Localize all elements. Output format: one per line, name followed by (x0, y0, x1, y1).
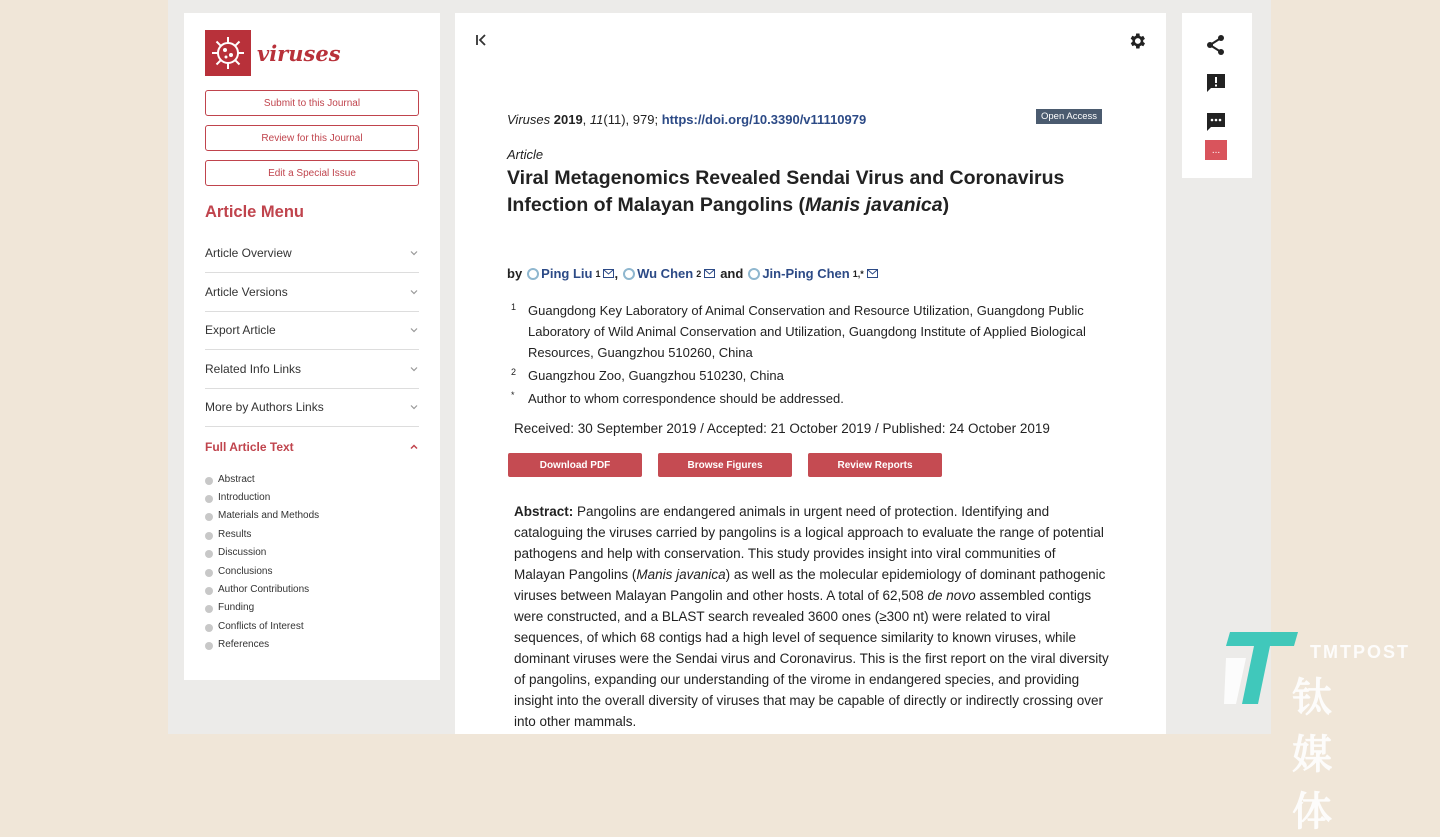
chevron-down-icon (409, 287, 419, 297)
bullet-icon (205, 605, 213, 613)
abstract-de-novo: de novo (927, 588, 976, 603)
article-title (507, 165, 1067, 219)
publication-dates: Received: 30 September 2019 / Accepted: 21 October 2019 / Published: 24 October 2019 (514, 421, 1050, 436)
section-label: Conclusions (218, 565, 273, 577)
orcid-icon[interactable] (623, 268, 635, 280)
bullet-icon (205, 513, 213, 521)
affiliations (511, 300, 1111, 411)
bullet-icon (205, 532, 213, 540)
affiliation-number: 2 (511, 367, 517, 377)
section-link-references[interactable] (205, 636, 319, 654)
section-link-conclusions[interactable] (205, 562, 319, 580)
menu-item-article-versions[interactable] (205, 273, 419, 312)
virus-logo-icon (205, 30, 251, 76)
journal-logo[interactable] (205, 30, 341, 76)
section-link-funding[interactable] (205, 599, 319, 617)
section-link-discussion[interactable] (205, 544, 319, 562)
menu-item-label: Related Info Links (205, 361, 302, 376)
section-label: References (218, 639, 270, 651)
menu-item-label: More by Authors Links (205, 399, 324, 414)
section-label: Introduction (218, 492, 271, 504)
email-icon[interactable] (704, 269, 715, 278)
orcid-icon[interactable] (527, 268, 539, 280)
section-link-materials-methods[interactable] (205, 507, 319, 525)
and-label: and (720, 266, 744, 281)
menu-item-more-by-authors[interactable] (205, 388, 419, 427)
abstract-part: Pangolins are endangered animals in urgent need of protection. Identifying and cataloguing the viruses carried by pangolins is a logical approach to evaluate the range of potential pathogens and help with conservation. This study provides insight into viral communities of Malayan Pangolins ( (514, 504, 1104, 582)
title-text: Viral Metagenomics Revealed Sendai Virus and Coronavirus Infection of Malayan Pangolins ( (507, 167, 1065, 216)
section-label: Discussion (218, 547, 267, 559)
section-label: Results (218, 528, 252, 540)
bullet-icon (205, 550, 213, 558)
journal-name: viruses (257, 40, 341, 66)
more-options-button[interactable]: ... (1205, 140, 1227, 160)
menu-item-label: Article Versions (205, 284, 288, 299)
left-sidebar (184, 13, 440, 680)
author-list: by Ping Liu 1 , Wu Chen 2 and Jin-Ping Chen 1,* (507, 266, 878, 281)
chevron-down-icon (409, 402, 419, 412)
bullet-icon (205, 624, 213, 632)
section-link-introduction[interactable] (205, 488, 319, 506)
menu-item-label: Article Overview (205, 245, 292, 260)
section-label: Funding (218, 602, 255, 614)
title-end: ) (942, 194, 950, 216)
author-ping-liu[interactable]: Ping Liu (541, 266, 593, 281)
chevron-down-icon (409, 248, 419, 258)
chevron-down-icon (409, 364, 419, 374)
abstract-part: assembled contigs were constructed, and a BLAST search revealed 3600 ones (≥300 nt) were related to viral sequences, of which 68 contigs had a high level of sequence similarity to known viruses, while dominant viruses were the Sendai virus and Coronavirus. This is the first report on the viral diversity of pangolins, expanding our understanding of the virome in endangered species, and providing insight into the overall diversity of viruses that may be capable of directly or indirectly crossing over into other mammals. (514, 588, 1109, 729)
share-icon[interactable] (1204, 33, 1228, 57)
report-feedback-icon[interactable] (1204, 71, 1228, 95)
chevron-up-icon (409, 442, 419, 452)
citation-issue: (11), 979; (603, 112, 659, 127)
chevron-down-icon (409, 325, 419, 335)
orcid-icon[interactable] (748, 268, 760, 280)
section-link-abstract[interactable] (205, 470, 319, 488)
menu-item-export-article[interactable] (205, 311, 419, 350)
section-link-conflicts[interactable] (205, 617, 319, 635)
submit-journal-button[interactable]: Submit to this Journal (205, 90, 419, 116)
watermark-cn: 钛媒体 (1292, 676, 1332, 834)
bullet-icon (205, 477, 213, 485)
section-link-author-contributions[interactable] (205, 580, 319, 598)
collapse-sidebar-icon[interactable] (475, 33, 489, 47)
review-reports-button[interactable]: Review Reports (808, 453, 942, 477)
email-icon[interactable] (603, 269, 614, 278)
menu-item-related-info-links[interactable] (205, 350, 419, 389)
article-menu-title: Article Menu (205, 203, 305, 221)
edit-special-issue-button[interactable]: Edit a Special Issue (205, 160, 419, 186)
browse-figures-button[interactable]: Browse Figures (658, 453, 792, 477)
affiliation-number: * (511, 390, 515, 400)
author-sup: 2 (696, 268, 702, 279)
gear-icon[interactable] (1127, 31, 1147, 51)
email-icon[interactable] (867, 269, 878, 278)
article-type: Article (507, 147, 544, 162)
author-wu-chen[interactable]: Wu Chen (637, 266, 694, 281)
title-species: Manis javanica (804, 194, 943, 216)
bullet-icon (205, 569, 213, 577)
review-journal-button[interactable]: Review for this Journal (205, 125, 419, 151)
right-toolbar (1182, 13, 1252, 178)
abstract-species: Manis javanica (636, 567, 726, 582)
bullet-icon (205, 495, 213, 503)
bullet-icon (205, 642, 213, 650)
full-article-text-toggle[interactable] (205, 437, 419, 457)
section-label: Author Contributions (218, 584, 310, 596)
author-sup: 1,* (852, 268, 864, 279)
affiliation-item (511, 365, 1111, 386)
affiliation-number: 1 (511, 302, 517, 312)
citation-journal: Viruses (507, 112, 551, 127)
download-pdf-button[interactable]: Download PDF (508, 453, 642, 477)
citation-volume: 11 (589, 112, 604, 127)
by-label: by (507, 266, 523, 281)
section-label: Materials and Methods (218, 510, 320, 522)
article-panel (455, 13, 1166, 734)
section-list (205, 470, 319, 654)
affiliation-text: Guangzhou Zoo, Guangzhou 510230, China (528, 368, 784, 383)
open-access-badge: Open Access (1036, 109, 1102, 124)
section-label: Conflicts of Interest (218, 620, 304, 632)
citation-line: Viruses 2019, 11(11), 979; https://doi.org/10.3390/v11110979 (507, 112, 867, 127)
section-link-results[interactable] (205, 525, 319, 543)
affiliation-text: Author to whom correspondence should be addressed. (528, 391, 844, 406)
section-label: Abstract (218, 473, 255, 485)
affiliation-item (511, 388, 1111, 409)
author-sup: 1 (595, 268, 601, 279)
watermark-en: TMTPOST (1310, 642, 1410, 662)
tmtpost-watermark (1222, 628, 1410, 834)
abstract-label: Abstract: (514, 504, 574, 519)
author-jin-ping-chen[interactable]: Jin-Ping Chen (762, 266, 850, 281)
menu-item-article-overview[interactable] (205, 234, 419, 273)
abstract-part: ) as well as the molecular epidemiology of dominant pathogenic viruses between Malayan Pangolin and other hosts. A total of 62,508 (514, 567, 1106, 603)
doi-link[interactable]: https://doi.org/10.3390/v11110979 (661, 112, 867, 127)
affiliation-text: Guangdong Key Laboratory of Animal Conservation and Resource Utilization, Guangdong Public Laboratory of Wild Animal Conservation and Utilization, Guangdong Institute of Applied Biological Resources, Guangzhou 510260, China (528, 303, 1086, 360)
bullet-icon (205, 587, 213, 595)
full-article-text-label: Full Article Text (205, 440, 294, 454)
affiliation-item (511, 300, 1111, 363)
menu-item-label: Export Article (205, 322, 276, 337)
citation-year: 2019 (553, 112, 583, 127)
comment-icon[interactable] (1204, 110, 1228, 134)
abstract-text (514, 501, 1110, 732)
tmtpost-logo-icon (1222, 628, 1300, 708)
